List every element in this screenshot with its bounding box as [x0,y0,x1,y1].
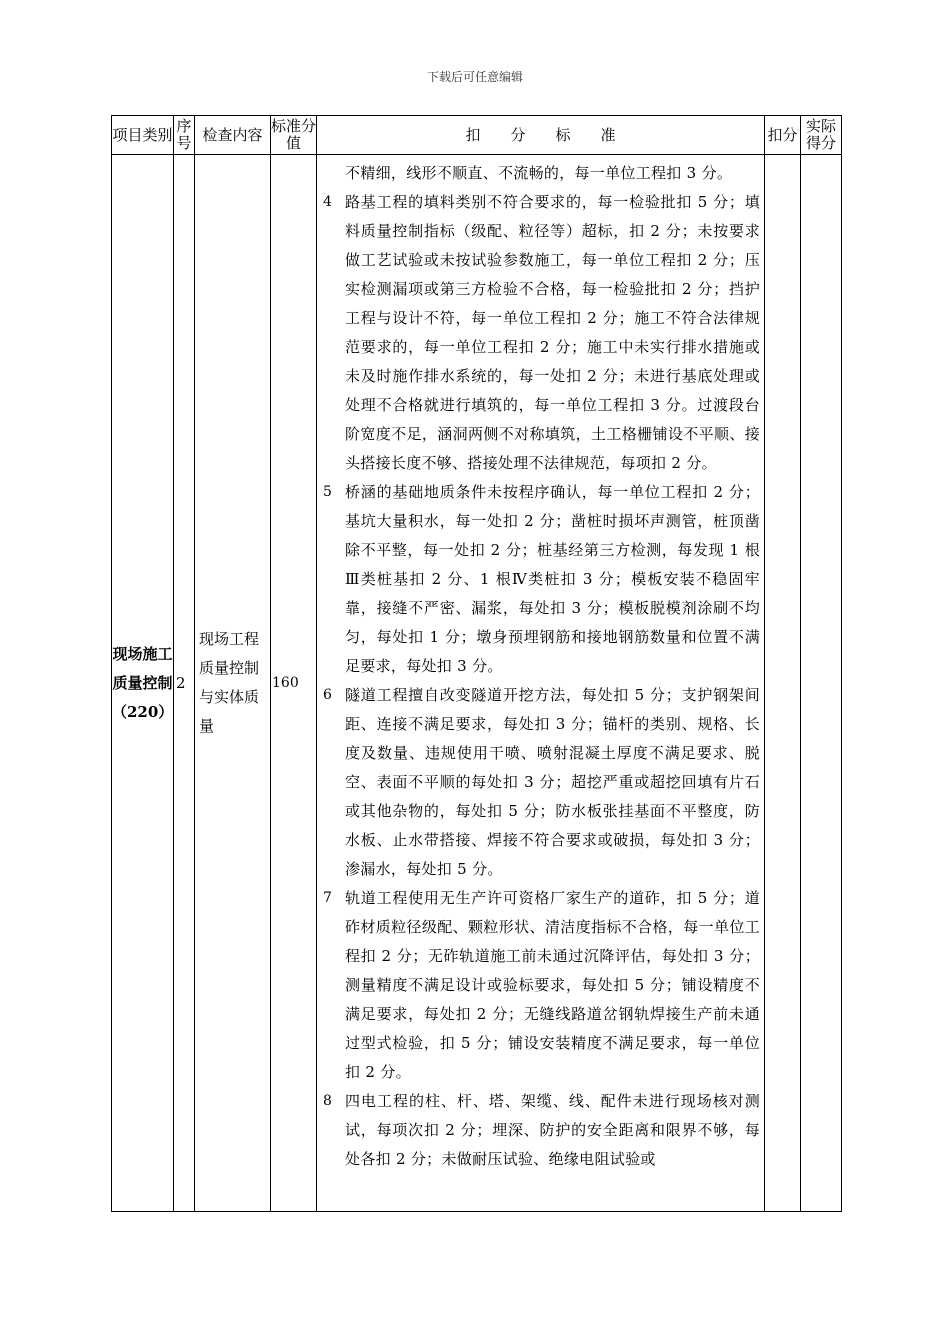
criteria-item-number: 4 [323,194,333,210]
deduction-cell [765,155,801,1212]
table-row [112,155,842,1212]
criteria-item [323,884,760,1087]
criteria-item [323,188,760,478]
content-cell: 现场工程质量控制与实体质量 [195,155,271,1212]
header-standard-score: 标准分值 [271,116,317,155]
header-deduction: 扣分 [765,116,801,155]
actual-score-cell [801,155,842,1212]
category-cell: 现场施工质量控制（220） [112,155,174,1212]
criteria-item-text: 四电工程的柱、杆、塔、架缆、线、配件未进行现场核对测试，每项次扣 2 分；埋深、防护的安全距离和限界不够，每处各扣 2 分；未做耐压试验、绝缘电阻试验或 [345,1092,760,1168]
criteria-item-number: 5 [323,484,333,500]
criteria-item [323,159,760,188]
header-row [112,116,842,155]
criteria-item-text: 轨道工程使用无生产许可资格厂家生产的道砟，扣 5 分；道砟材质粒径级配、颗粒形状、清洁度指标不合格，每一单位工程扣 2 分；无砟轨道施工前未通过沉降评估，每处扣 3 分；测量精度不满足设计或验标要求，每处扣 5 分；铺设精度不满足要求，每处扣 2 分；无缝线路道岔钢轨焊接生产前未通过型式检验，扣 5 分；铺设安装精度不满足要求，每一单位扣 2 分。 [345,889,760,1081]
criteria-item-text: 不精细，线形不顺直、不流畅的，每一单位工程扣 3 分。 [345,164,733,182]
header-content: 检查内容 [195,116,271,155]
criteria-item-number: 7 [323,890,333,906]
header-actual-score: 实际得分 [801,116,842,155]
criteria-item-number: 6 [323,687,333,703]
criteria-item-text: 路基工程的填料类别不符合要求的，每一检验批扣 5 分；填料质量控制指标（级配、粒径等）超标，扣 2 分；未按要求做工艺试验或未按试验参数施工，每一单位工程扣 2 分；压实检测漏项或第三方检验不合格，每一检验批扣 2 分；挡护工程与设计不符，每一单位工程扣 2 分；施工不符合法律规范要求的，每一单位工程扣 2 分；施工中未实行排水措施或未及时施作排水系统的，每一处扣 2 分；未进行基底处理或处理不合格就进行填筑的，每一单位工程扣 3 分。过渡段台阶宽度不足，涵洞两侧不对称填筑，土工格栅铺设不平顺、接头搭接长度不够、搭接处理不法律规范，每项扣 2 分。 [345,193,760,472]
criteria-item-text: 隧道工程擅自改变隧道开挖方法，每处扣 5 分；支护钢架间距、连接不满足要求，每处扣 3 分；锚杆的类别、规格、长度及数量、违规使用干喷、喷射混凝土厚度不满足要求、脱空、表面不平顺的每处扣 3 分；超挖严重或超挖回填有片石或其他杂物的，每处扣 5 分；防水板张挂基面不平整度，防水板、止水带搭接、焊接不符合要求或破损，每处扣 3 分；渗漏水，每处扣 5 分。 [345,686,760,878]
standard-score-cell: 160 [271,155,317,1212]
criteria-item-number: 8 [323,1093,333,1109]
criteria-item-text: 桥涵的基础地质条件未按程序确认，每一单位工程扣 2 分；基坑大量积水，每一处扣 2 分；凿桩时损坏声测管，桩顶凿除不平整，每一处扣 2 分；桩基经第三方检测，每发现 1 根Ⅲ类桩基扣 2 分、1 根Ⅳ类桩扣 3 分；模板安装不稳固牢靠，接缝不严密、漏浆，每处扣 3 分；模板脱模剂涂刷不均匀，每处扣 1 分；墩身预埋钢筋和接地钢筋数量和位置不满足要求，每处扣 3 分。 [345,483,760,675]
header-category: 项目类别 [112,116,174,155]
header-criteria: 扣 分 标 准 [317,116,765,155]
inspection-table [111,115,842,1212]
criteria-cell [317,155,765,1212]
criteria-item [323,478,760,681]
criteria-item-number [323,159,345,188]
watermark-text: 下载后可任意编辑 [426,70,523,84]
seq-cell: 2 [174,155,195,1212]
header-seq: 序号 [174,116,195,155]
criteria-item [323,1087,760,1174]
criteria-item [323,681,760,884]
